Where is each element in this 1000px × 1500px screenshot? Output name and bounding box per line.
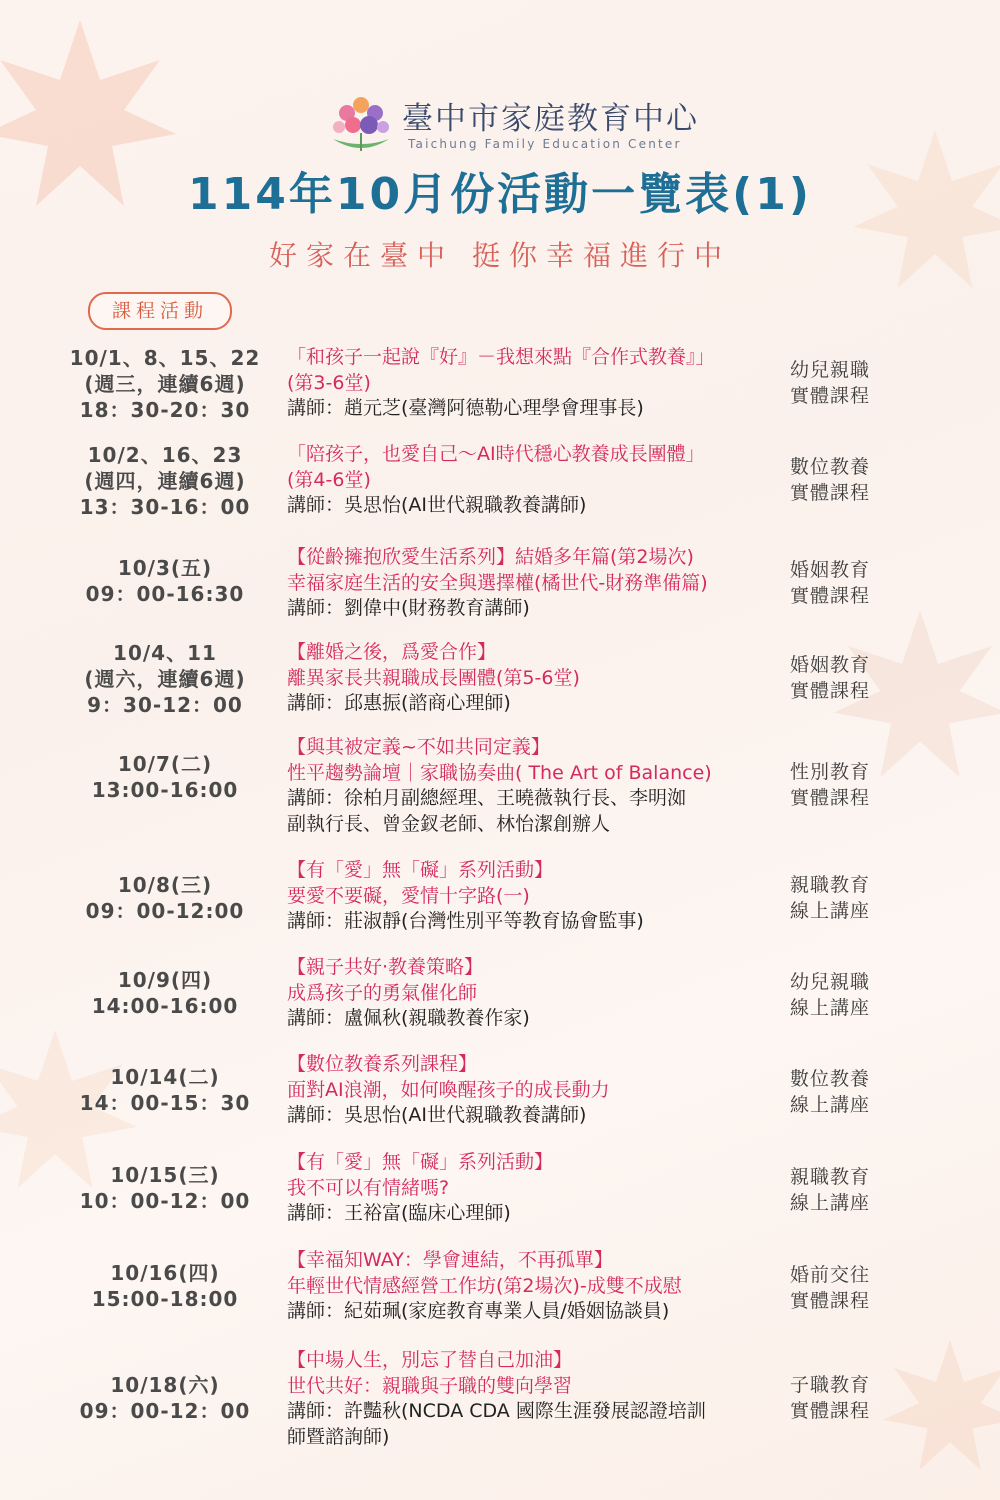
event-category-line: 線上講座: [789, 1192, 870, 1214]
event-category: [770, 652, 890, 704]
event-category: [770, 1164, 890, 1216]
event-date: [40, 345, 290, 423]
event-date-line: 10/4、11: [113, 641, 217, 665]
event-category-line: 實體課程: [789, 1290, 870, 1312]
event-category-line: 數位教養: [789, 1068, 870, 1090]
event-speaker: 講師：吳思怡(AI世代親職教養講師): [287, 1104, 587, 1126]
event-title: (第4-6堂): [287, 468, 371, 491]
event-category-line: 幼兒親職: [789, 359, 870, 381]
org-name-english: Taichung Family Education Center: [408, 137, 682, 151]
event-description: [287, 640, 767, 717]
event-date: [40, 872, 290, 924]
event-date: [40, 442, 290, 520]
event-category: [770, 759, 890, 811]
event-speaker: 講師：紀茹珮(家庭教育專業人員/婚姻協談員): [287, 1300, 670, 1322]
event-speaker: 講師：許豔秋(NCDA CDA 國際生涯發展認證培訓: [287, 1400, 706, 1422]
page-title: 114年10月份活動一覽表(1): [188, 169, 812, 220]
event-description: [287, 545, 767, 622]
event-date-line: 10/1、8、15、22: [69, 346, 261, 370]
event-date-line: 10/15(三): [110, 1163, 220, 1187]
event-description: [287, 1248, 767, 1325]
event-title: 面對AI浪潮，如何喚醒孩子的成長動力: [287, 1078, 610, 1101]
event-title: 「陪孩子，也愛自己～AI時代穩心教養成長團體」: [287, 443, 705, 465]
event-category-line: 實體課程: [789, 680, 870, 702]
event-category-line: 婚前交往: [789, 1264, 870, 1286]
flower-logo-icon: [325, 93, 397, 155]
org-name: 臺中市家庭教育中心: [402, 101, 699, 137]
event-speaker: 師暨諮詢師): [287, 1425, 390, 1448]
event-title: 幸福家庭生活的安全與選擇權(橘世代-財務準備篇): [287, 571, 708, 594]
event-speaker: 講師：趙元芝(臺灣阿德勒心理學會理事長): [287, 397, 644, 419]
event-title: 世代共好：親職與子職的雙向學習: [287, 1374, 573, 1397]
event-category: [770, 1066, 890, 1118]
event-category-line: 親職教育: [789, 1166, 870, 1188]
event-date-line: 10/3(五): [117, 556, 213, 580]
event-date-line: 13：30-16：00: [79, 495, 251, 519]
event-category-line: 線上講座: [789, 900, 870, 922]
event-date-line: 10/16(四): [110, 1261, 220, 1285]
event-date-line: 09：00-16:30: [85, 582, 245, 606]
event-title: 我不可以有情緒嗎?: [287, 1176, 450, 1199]
event-date-line: 10/18(六): [110, 1373, 220, 1397]
event-date-line: 10/9(四): [117, 968, 213, 992]
event-date: [40, 967, 290, 1019]
event-speaker: 講師：王裕富(臨床心理師): [287, 1202, 511, 1224]
event-date-line: 14：00-15：30: [79, 1091, 251, 1115]
event-date-line: 10/7(二): [117, 752, 213, 776]
event-category-line: 實體課程: [789, 385, 870, 407]
event-date-line: (週三，連續6週): [84, 372, 246, 396]
event-description: [287, 955, 767, 1032]
event-date-line: 10/8(三): [117, 873, 213, 897]
event-category-line: 實體課程: [789, 1400, 870, 1422]
section-label: 課程活動: [88, 292, 232, 330]
event-title: 成爲孩子的勇氣催化師: [287, 981, 478, 1004]
event-date: [40, 1064, 290, 1116]
event-title: 性平趨勢論壇｜家職協奏曲( The Art of Balance): [287, 761, 712, 784]
event-date-line: 09：00-12:00: [85, 899, 245, 923]
event-speaker: 講師：吳思怡(AI世代親職教養講師): [287, 494, 587, 516]
event-description: [287, 735, 767, 837]
event-description: [287, 1052, 767, 1129]
event-category-line: 子職教育: [789, 1374, 870, 1396]
event-date-line: 10/2、16、23: [87, 443, 243, 467]
event-category-line: 數位教養: [789, 456, 870, 478]
event-title: 【親子共好‧教養策略】: [287, 956, 484, 978]
event-date-line: (週四，連續6週): [84, 469, 246, 493]
slogan: 好家在臺中 挺你幸福進行中: [269, 239, 731, 272]
event-speaker: 副執行長、曾金釵老師、林怡潔創辦人: [287, 812, 611, 835]
event-date-line: 09：00-12：00: [79, 1399, 251, 1423]
event-title: 【中場人生，別忘了替自己加油】: [287, 1349, 573, 1371]
event-date-line: 9：30-12：00: [87, 693, 243, 717]
event-date: [40, 1260, 290, 1312]
event-category: [770, 1372, 890, 1424]
event-title: 離異家長共親職成長團體(第5-6堂): [287, 666, 580, 689]
event-category-line: 性別教育: [789, 761, 870, 783]
event-date: [40, 751, 290, 803]
event-category-line: 實體課程: [789, 787, 870, 809]
event-category-line: 親職教育: [789, 874, 870, 896]
event-category: [770, 557, 890, 609]
event-title: 【數位教養系列課程】: [287, 1053, 478, 1075]
event-title: 「和孩子一起說『好』－我想來點『合作式教養』」: [287, 346, 715, 368]
event-title: 【與其被定義~不如共同定義】: [287, 736, 550, 758]
event-date-line: 10：00-12：00: [79, 1189, 251, 1213]
event-category-line: 線上講座: [789, 1094, 870, 1116]
event-category-line: 婚姻教育: [789, 559, 870, 581]
event-description: [287, 345, 767, 422]
event-date-line: 15:00-18:00: [91, 1287, 239, 1311]
event-title: (第3-6堂): [287, 371, 371, 394]
event-category-line: 線上講座: [789, 997, 870, 1019]
event-category-line: 實體課程: [789, 585, 870, 607]
event-description: [287, 1348, 767, 1450]
event-speaker: 講師：盧佩秋(親職教養作家): [287, 1007, 530, 1029]
event-date: [40, 555, 290, 607]
event-category: [770, 357, 890, 409]
event-category: [770, 454, 890, 506]
event-title: 【有「愛」無「礙」系列活動】: [287, 859, 554, 881]
event-date: [40, 1372, 290, 1424]
event-category: [770, 1262, 890, 1314]
event-title: 年輕世代情感經營工作坊(第2場次)-成雙不成慰: [287, 1274, 682, 1297]
event-date-line: 14:00-16:00: [91, 994, 239, 1018]
event-title: 【離婚之後，爲愛合作】: [287, 641, 497, 663]
event-description: [287, 1150, 767, 1227]
event-date: [40, 1162, 290, 1214]
maple-leaf-decoration-bottom-right: [880, 1330, 1000, 1490]
event-title: 【有「愛」無「礙」系列活動】: [287, 1151, 554, 1173]
event-category-line: 幼兒親職: [789, 971, 870, 993]
event-speaker: 講師：邱惠振(諮商心理師): [287, 692, 511, 714]
event-date-line: 18：30-20：30: [79, 398, 251, 422]
event-speaker: 講師：徐柏月副總經理、王曉薇執行長、李明洳: [287, 787, 687, 809]
event-title: 要愛不要礙，愛情十字路(一): [287, 884, 530, 907]
event-category: [770, 969, 890, 1021]
event-date-line: 10/14(二): [110, 1065, 220, 1089]
event-title: 【幸福知WAY：學會連結，不再孤單】: [287, 1249, 613, 1271]
event-description: [287, 442, 767, 519]
event-category: [770, 872, 890, 924]
event-description: [287, 858, 767, 935]
event-date-line: 13:00-16:00: [91, 778, 239, 802]
event-title: 【從齡擁抱欣愛生活系列】結婚多年篇(第2場次): [287, 546, 694, 568]
event-category-line: 婚姻教育: [789, 654, 870, 676]
event-speaker: 講師：莊淑靜(台灣性別平等教育協會監事): [287, 910, 644, 932]
event-speaker: 講師：劉偉中(財務教育講師): [287, 597, 530, 619]
event-date: [40, 640, 290, 718]
event-date-line: (週六，連續6週): [84, 667, 246, 691]
event-category-line: 實體課程: [789, 482, 870, 504]
